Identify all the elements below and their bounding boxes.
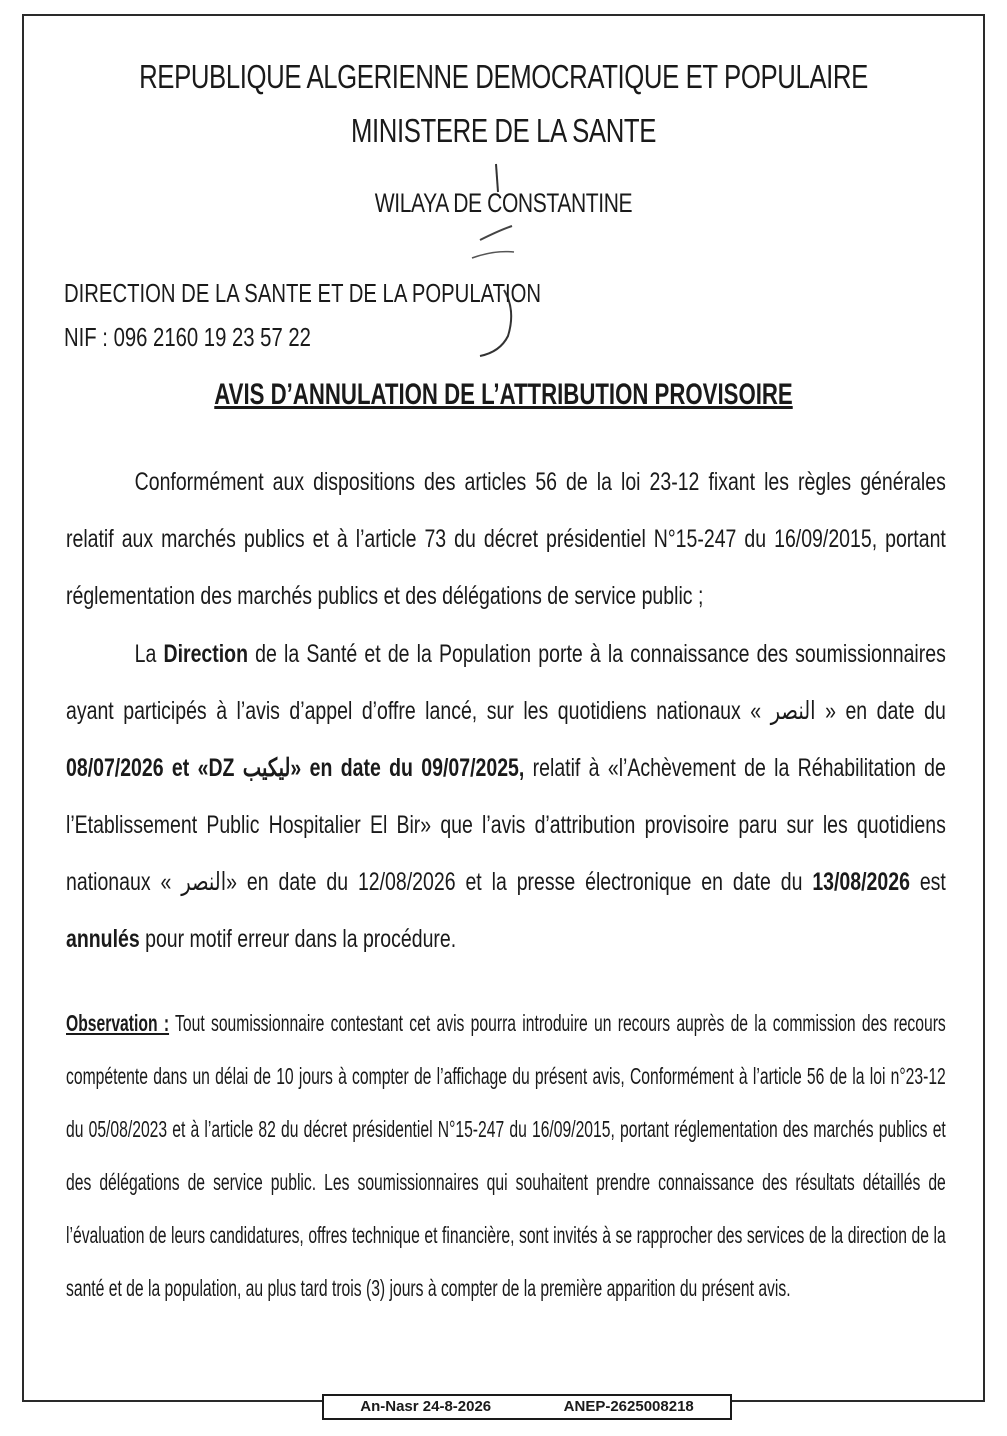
p2-text-a: La <box>134 640 164 668</box>
footer-reference: ANEP-2625008218 <box>563 1398 694 1415</box>
footer-newspaper: An-Nasr 24-8-2026 <box>360 1398 492 1415</box>
p2-text-c: relatif à «l’Achèvement de la Réhabilitation de l’Etablissement Public Hospitalier El Bir» que l’avis d’attribution provisoire paru sur les quotidiens nationaux « النصر» en date du 12/08/2026 et la presse électronique en date du <box>66 754 946 896</box>
ministry-heading: MINISTERE DE LA SANTE <box>350 112 657 149</box>
paragraph-legal-basis <box>66 454 946 625</box>
observation-text: Tout soumissionnaire contestant cet avis pourra introduire un recours auprès de la commission des recours compétente dans un délai de 10 jours à compter de l’affichage du présent avis, Conformément à l’article 56 de la loi n°23-12 du 05/08/2023 et à l’article 82 du décret présidentiel N°15-247 du 16/09/2015, portant réglementation des marchés publics et des délégations de service public. Les soumissionnaires qui souhaitent prendre connaissance des résultats détaillés de l’évaluation de leurs candidatures, offres technique et financière, sont invités à se rapprocher des services de la direction de la santé et de la population, au plus tard trois (3) jours à compter de la première apparition du présent avis. <box>66 1010 946 1301</box>
direction-name: DIRECTION DE LA SANTE ET DE LA POPULATION <box>64 278 542 308</box>
observation-label: Observation : <box>66 1010 170 1036</box>
p2-bold-dates: 08/07/2026 et «DZ ليكيب» en date du 09/07/2025, <box>66 754 525 782</box>
p2-bold-date2: 13/08/2026 <box>812 868 910 896</box>
p2-bold-annules: annulés <box>66 925 140 953</box>
paragraph-announcement <box>66 626 946 968</box>
handwritten-signature-mark <box>460 160 550 360</box>
p2-text-d: est <box>909 868 946 896</box>
p2-text-b: de la Santé et de la Population porte à la connaissance des soumissionnaires ayant participés à l’avis d’appel d’offre lancé, sur les quotidiens nationaux « النصر » en date du <box>66 640 946 725</box>
paragraph-legal-basis-text: Conformément aux dispositions des articles 56 de la loi 23-12 fixant les règles générales relatif aux marchés publics et à l’article 73 du décret présidentiel N°15-247 du 16/09/2015, portant réglementation des marchés publics et des délégations de service public ; <box>66 468 946 610</box>
nif-number: NIF : 096 2160 19 23 57 22 <box>64 322 311 352</box>
wilaya-heading: WILAYA DE CONSTANTINE <box>374 188 633 218</box>
observation-paragraph <box>66 997 946 1315</box>
p2-text-e: pour motif erreur dans la procédure. <box>139 925 457 953</box>
publication-footer <box>322 1394 732 1420</box>
notice-title: AVIS D’ANNULATION DE L’ATTRIBUTION PROVISOIRE <box>214 378 793 411</box>
p2-direction-bold: Direction <box>163 640 249 668</box>
republic-heading: REPUBLIQUE ALGERIENNE DEMOCRATIQUE ET POPULAIRE <box>139 58 868 95</box>
